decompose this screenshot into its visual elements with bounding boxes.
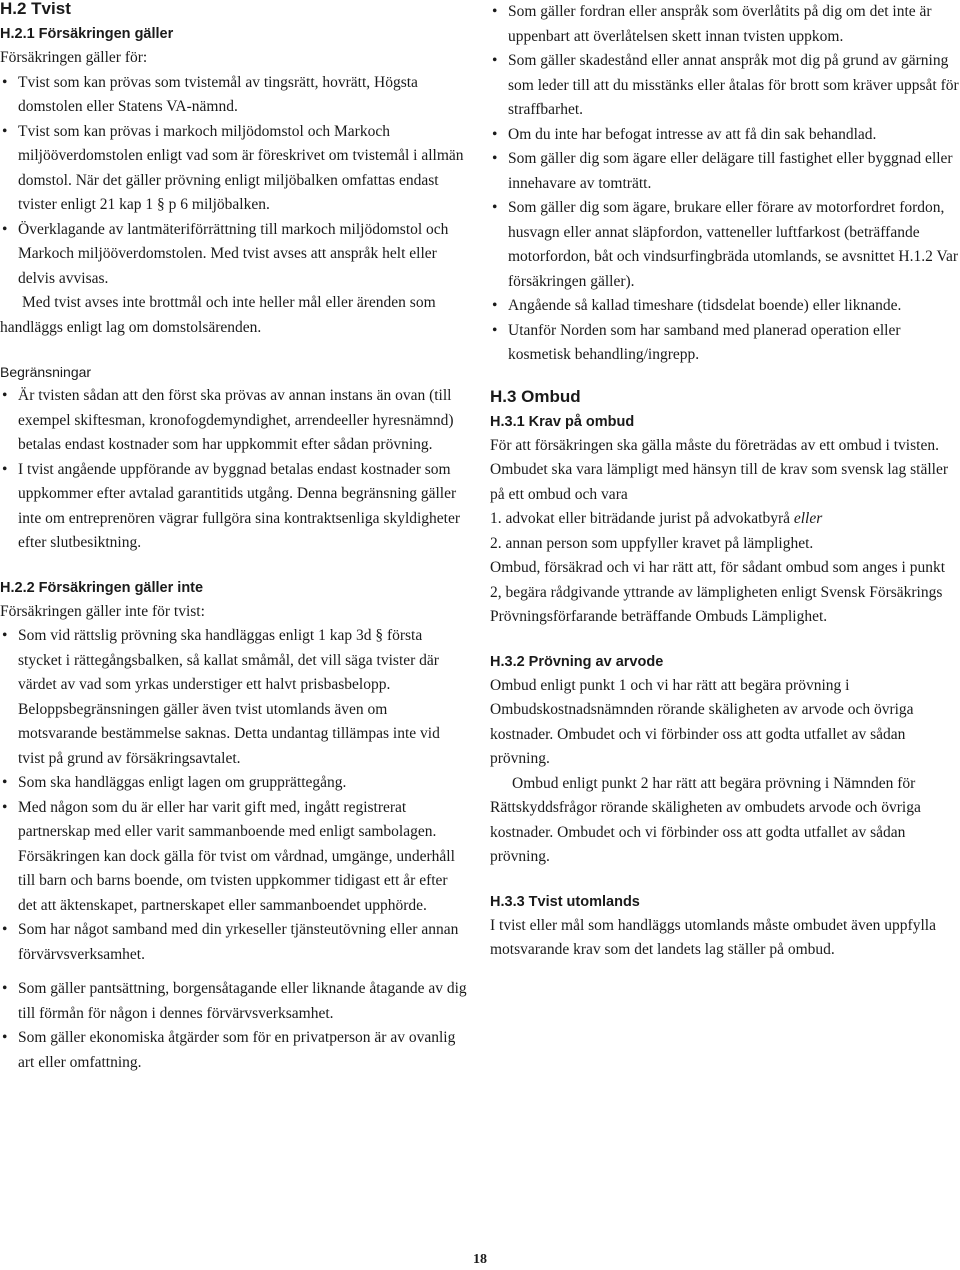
h22-list-continued bbox=[0, 977, 468, 1075]
subsection-title-h21: H.2.1 Försäkringen gäller bbox=[0, 26, 174, 42]
list-item: • Som vid rättslig prövning ska handläggas enligt 1 kap 3d § första stycket i rättegångsbalken, så kallat småmål, det vill säga tvister där värdet av vad som yrkas understiger ett halvt prisbasbelopp. Beloppsbegränsningen gäller även tvist utomlands även om motsvarande bestämmelse saknas. Detta undantag tillämpas inte vid tvist på grund av försäkringsavtalet. bbox=[0, 624, 468, 771]
list-item: • Som gäller fordran eller anspråk som överlåtits på dig om det inte är uppenbart att överlåtelsen skett innan tvisten uppkom. bbox=[490, 0, 960, 49]
list-item: • Med någon som du är eller har varit gift med, ingått registrerat partnerskap med eller varit sammanboende med enligt sambolagen. Försäkringen kan dock gälla för tvist om vårdnad, umgänge, underhåll till barn och barns boende, om tvisten uppkommer tidigast ett år efter det att äktenskapet, partnerskapet eller sammanboendet upphörde. bbox=[0, 796, 468, 919]
list-item: • Som har något samband med din yrkeseller tjänsteutövning eller annan förvärvsverksamhet. bbox=[0, 918, 468, 967]
list-item: • Som gäller dig som ägare eller delägare till fastighet eller byggnad eller innehavare av tomträtt. bbox=[490, 147, 960, 196]
subsection-title-h22: H.2.2 Försäkringen gäller inte bbox=[0, 579, 204, 596]
h32-text2: Ombud enligt punkt 2 har rätt att begära prövning i Nämnden för Rättskyddsfrågor rörande skäligheten av ombudets arvode och övriga kostnader. Ombudet och vi förbinder oss att godta utfallet av sådan prövning. bbox=[490, 774, 921, 865]
list-item: • Är tvisten sådan att den först ska prövas av annan instans än ovan (till exempel skiftesman, kronofogdemyndighet, arrendeeller hyresnämnd) betalas endast kostnader som har uppkommit efter sådan prövning. bbox=[0, 384, 468, 458]
h31-text2: Ombud, försäkrad och vi har rätt att, för sådant ombud som anges i punkt 2, begära rådgivande yttrande av lämpligheten enligt Svensk Försäkrings Prövningsförfarande beträffande Ombuds Lämplighet. bbox=[490, 559, 945, 625]
h31-list-item-1: 1. advokat eller biträdande jurist på advokatbyrå eller bbox=[490, 510, 823, 527]
h21-intro: Försäkringen gäller för: bbox=[0, 49, 148, 66]
list-item: • Utanför Norden som har samband med planerad operation eller kosmetisk behandling/ingrepp. bbox=[490, 319, 960, 368]
h22-list bbox=[0, 624, 468, 967]
subsection-title-h33: H.3.3 Tvist utomlands bbox=[490, 893, 640, 910]
h33-text: I tvist eller mål som handläggs utomlands måste ombudet även uppfylla motsvarande krav som det landets lag ställer på ombud. bbox=[490, 916, 936, 958]
h22-intro: Försäkringen gäller inte för tvist: bbox=[0, 602, 205, 620]
list-item: • Överklagande av lantmäteriförrättning till markoch miljödomstol och Markoch miljööverdomstolen. Med tvist avses att anspråk helt eller delvis avvisas. bbox=[0, 218, 468, 292]
list-item: • Som ska handläggas enligt lagen om grupprättegång. bbox=[0, 771, 468, 796]
list-item: • Tvist som kan prövas i markoch miljödomstol och Markoch miljööverdomstolen enligt vad som är föreskrivet om tvistemål i allmän domstol. När det gäller prövning enligt miljöbalken omfattas endast tvister enligt 21 kap 1 § p 6 miljöbalken. bbox=[0, 120, 468, 218]
subsection-title-h31: H.3.1 Krav på ombud bbox=[490, 413, 635, 430]
subsection-title-h32: H.3.2 Prövning av arvode bbox=[490, 653, 664, 670]
limits-list bbox=[0, 384, 468, 556]
h21-list bbox=[0, 71, 468, 292]
list-item: • Som gäller dig som ägare, brukare eller förare av motorfordret fordon, husvagn eller annat släpfordon, vatteneller luftfarkost (beträffande motorfordon, båt och vindsurfingbräda utomlands, se avsnittet H.1.2 Var försäkringen gäller). bbox=[490, 196, 960, 294]
list-item: • Som gäller skadestånd eller annat anspråk mot dig på grund av gärning som leder till att du misstänks eller åtalas för brott som kräver uppsåt för straffbarhet. bbox=[490, 49, 960, 123]
page-number: 18 bbox=[473, 1252, 487, 1267]
h31-text: För att försäkringen ska gälla måste du företrädas av ett ombud i tvisten. Ombudet ska vara lämpligt med hänsyn till de krav som svensk lag ställer på ett ombud och vara bbox=[490, 436, 949, 503]
h31-list-item-2: 2. annan person som uppfyller kravet på lämplighet. bbox=[490, 534, 814, 552]
left-column bbox=[0, 0, 468, 1075]
limits-title: Begränsningar bbox=[0, 364, 92, 380]
list-item: • Angående så kallad timeshare (tidsdelat boende) eller liknande. bbox=[490, 294, 960, 319]
exclusions-list bbox=[490, 0, 960, 368]
section-title-h2: H.2 Tvist bbox=[0, 0, 71, 18]
right-column bbox=[490, 0, 960, 963]
list-item: • Om du inte har befogat intresse av att få din sak behandlad. bbox=[490, 123, 960, 148]
list-item: • I tvist angående uppförande av byggnad betalas endast kostnader som uppkommer efter avtalad garantitids utgång. Denna begränsning gäller inte om entreprenören vägrar fullgöra sina kontraktsenliga skyldigheter efter slutbesiktning. bbox=[0, 458, 468, 556]
h32-text: Ombud enligt punkt 1 och vi har rätt att begära prövning i Ombudskostnadsnämnden rörande skäligheten av arvode och övriga kostnader. Ombudet och vi förbinder oss att godta utfallet av sådan prövning. bbox=[490, 676, 914, 767]
section-title-h3: H.3 Ombud bbox=[490, 386, 581, 406]
list-item: • Som gäller pantsättning, borgensåtagande eller liknande åtagande av dig till förmån för någon i dennes förvärvsverksamhet. bbox=[0, 977, 468, 1026]
list-item: • Som gäller ekonomiska åtgärder som för en privatperson är av ovanlig art eller omfattning. bbox=[0, 1026, 468, 1075]
list-item: • Tvist som kan prövas som tvistemål av tingsrätt, hovrätt, Högsta domstolen eller Statens VA-nämnd. bbox=[0, 71, 468, 120]
h21-note: Med tvist avses inte brottmål och inte heller mål eller ärenden som handläggs enligt lag om domstolsärenden. bbox=[0, 294, 436, 336]
